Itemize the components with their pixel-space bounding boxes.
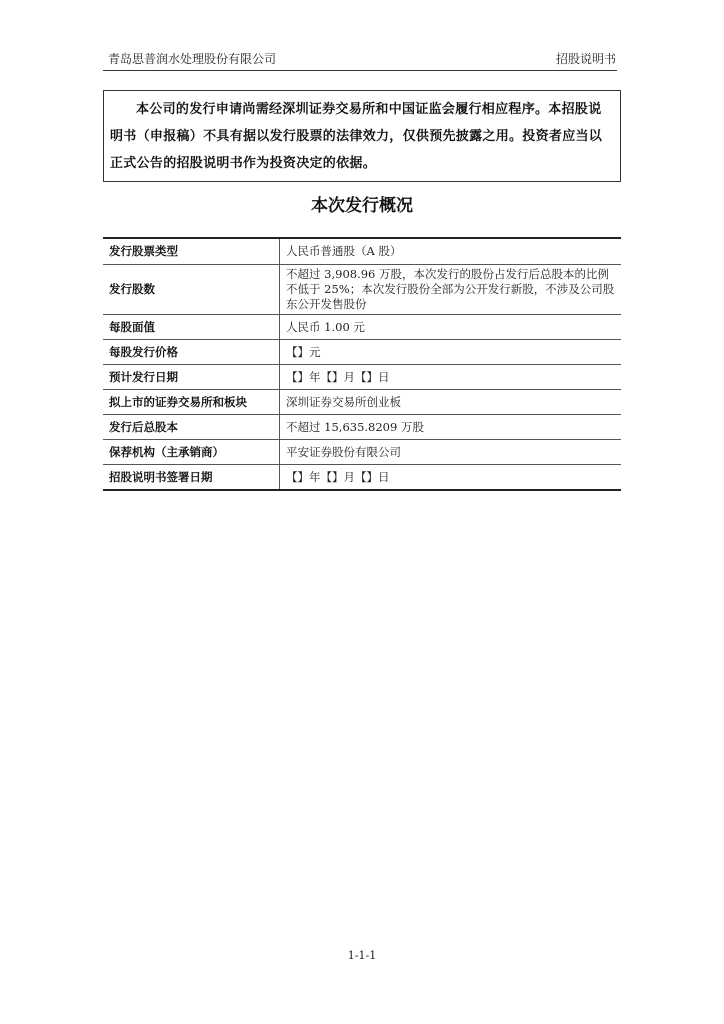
row-value: 不超过 3,908.96 万股，本次发行的股份占发行后总股本的比例不低于 25%；本次发行股份全部为公开发行新股，不涉及公司股东公开发售股份 (280, 265, 622, 315)
row-value: 深圳证券交易所创业板 (280, 390, 622, 415)
page-header (108, 50, 616, 70)
row-label: 发行股票类型 (103, 238, 280, 265)
section-title: 本次发行概况 (311, 196, 413, 216)
row-label: 拟上市的证券交易所和板块 (103, 390, 280, 415)
row-value: 【】元 (280, 340, 622, 365)
document-type: 招股说明书 (555, 52, 616, 66)
row-label: 保荐机构（主承销商） (103, 440, 280, 465)
table-row (103, 315, 621, 340)
table-row (103, 340, 621, 365)
company-name: 青岛思普润水处理股份有限公司 (108, 52, 277, 66)
table-row (103, 415, 621, 440)
row-value: 【】年【】月【】日 (280, 365, 622, 390)
row-label: 发行股数 (103, 265, 280, 315)
row-value: 不超过 15,635.8209 万股 (280, 415, 622, 440)
header-divider (103, 70, 617, 71)
page-number: 1-1-1 (347, 949, 377, 962)
offering-overview-table (103, 237, 621, 491)
row-value: 人民币普通股（A 股） (286, 244, 402, 258)
table-row (103, 440, 621, 465)
table-row (103, 390, 621, 415)
disclaimer-text: 本公司的发行申请尚需经深圳证券交易所和中国证监会履行相应程序。本招股说明书（申报稿）不具有据以发行股票的法律效力，仅供预先披露之用。投资者应当以正式公告的招股说明书作为投资决定的依据。 (110, 102, 603, 171)
row-label: 每股发行价格 (103, 340, 280, 365)
table-row (103, 238, 621, 265)
table-row (103, 465, 621, 491)
table-row (103, 365, 621, 390)
row-value: 【】年【】月【】日 (280, 465, 622, 491)
row-value: 平安证券股份有限公司 (280, 440, 622, 465)
row-label: 招股说明书签署日期 (103, 465, 280, 491)
row-value: 人民币 1.00 元 (280, 315, 622, 340)
disclaimer-box (103, 90, 621, 182)
row-label: 发行后总股本 (103, 415, 280, 440)
table-row (103, 265, 621, 315)
row-label: 每股面值 (103, 315, 280, 340)
row-label: 预计发行日期 (103, 365, 280, 390)
